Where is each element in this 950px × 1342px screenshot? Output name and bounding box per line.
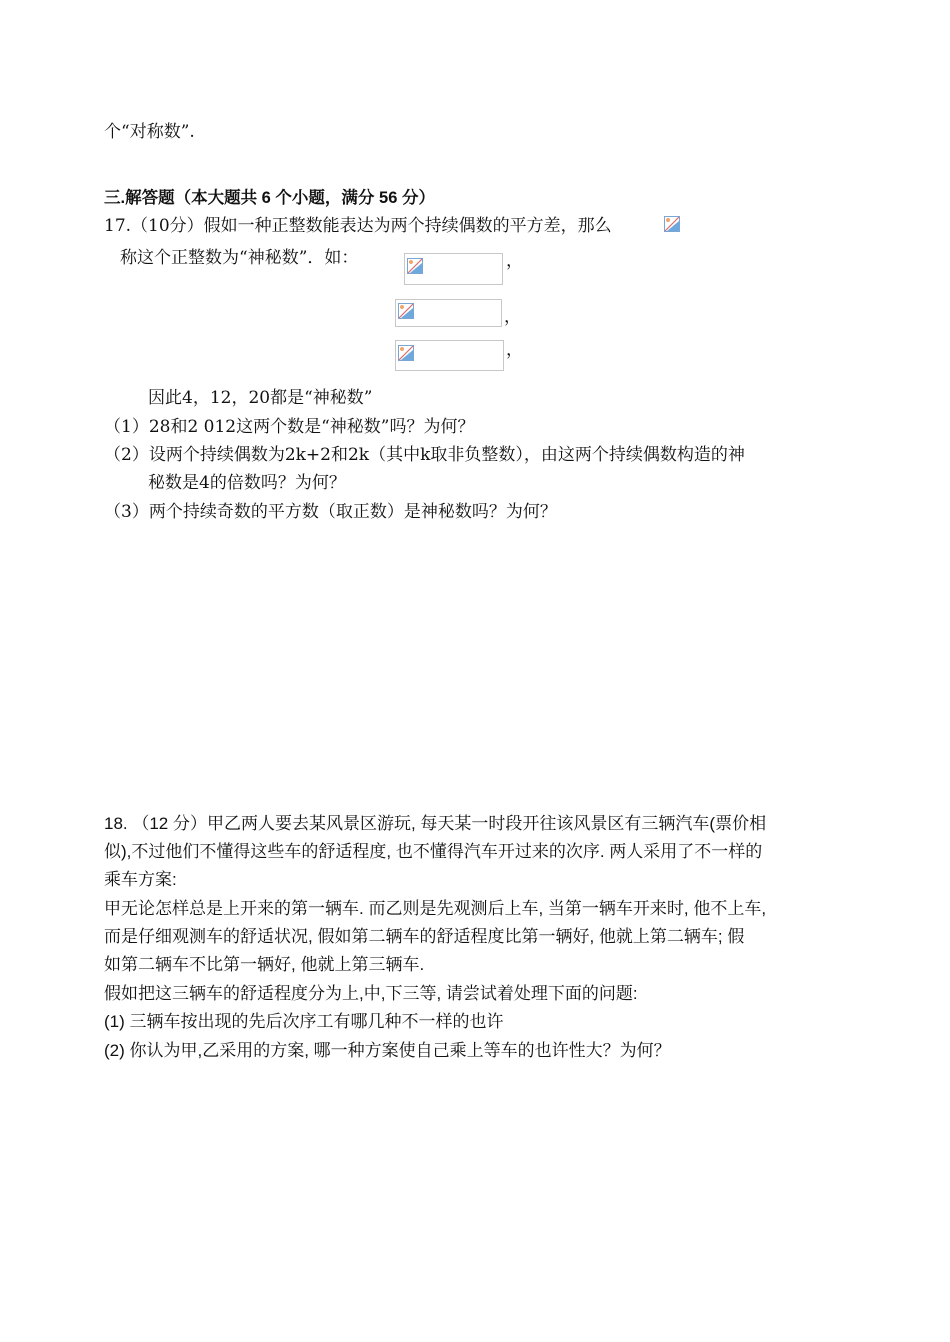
q17-sub-3: （3）两个持续奇数的平方数（取正数）是神秘数吗？为何？ [104, 502, 557, 522]
formula-image-3 [395, 340, 504, 371]
comma-3: ， [506, 340, 523, 360]
comma-1: ， [506, 251, 523, 271]
broken-image-icon [398, 303, 414, 319]
q18-line-1: 18. （12 分）甲乙两人要去某风景区游玩, 每天某一时段开往该风景区有三辆汽车(票价相 [104, 814, 767, 833]
q18-line-5: 而是仔细观测车的舒适状况, 假如第二辆车的舒适程度比第一辆好, 他就上第二辆车; 假 [104, 927, 745, 946]
formula-image-1 [404, 253, 503, 285]
q18-line-2: 似),不过他们不懂得这些车的舒适程度, 也不懂得汽车开过来的次序. 两人采用了不一样的 [104, 842, 763, 861]
q17-sub-2a: （2）设两个持续偶数为2k+2和2k（其中k取非负整数），由这两个持续偶数构造的神 [104, 445, 745, 465]
q17-therefore: 因此4，12，20都是“神秘数” [148, 388, 373, 408]
q18-line-8: (1) 三辆车按出现的先后次序工有哪几种不一样的也许 [104, 1012, 504, 1031]
broken-image-icon [407, 258, 423, 274]
q17-sub-2b: 秘数是4的倍数吗？为何？ [148, 473, 346, 493]
q18-line-9: (2) 你认为甲,乙采用的方案, 哪一种方案使自己乘上等车的也许性大？为何？ [104, 1041, 671, 1060]
q18-line-3: 乘车方案: [104, 870, 177, 889]
q18-line-7: 假如把这三辆车的舒适程度分为上,中,下三等, 请尝试着处理下面的问题: [104, 984, 638, 1003]
section-title: 三.解答题（本大题共 6 个小题，满分 56 分） [104, 189, 435, 207]
comma-2: ， [504, 307, 521, 327]
formula-image-2 [395, 299, 502, 327]
q17-line-1: 17.（10分）假如一种正整数能表达为两个持续偶数的平方差，那么 [104, 216, 612, 236]
q18-line-4: 甲无论怎样总是上开来的第一辆车. 而乙则是先观测后上车, 当第一辆车开来时, 他不上车, [104, 899, 767, 918]
broken-image-icon [398, 345, 414, 361]
q17-line-2: 称这个正整数为“神秘数”．如： [120, 248, 359, 268]
intro-tail-text: 个“对称数”. [104, 122, 195, 142]
q18-line-6: 如第二辆车不比第一辆好, 他就上第三辆车. [104, 955, 425, 974]
q17-sub-1: （1）28和2 012这两个数是“神秘数”吗？为何？ [104, 417, 475, 437]
broken-image-icon [664, 216, 680, 232]
